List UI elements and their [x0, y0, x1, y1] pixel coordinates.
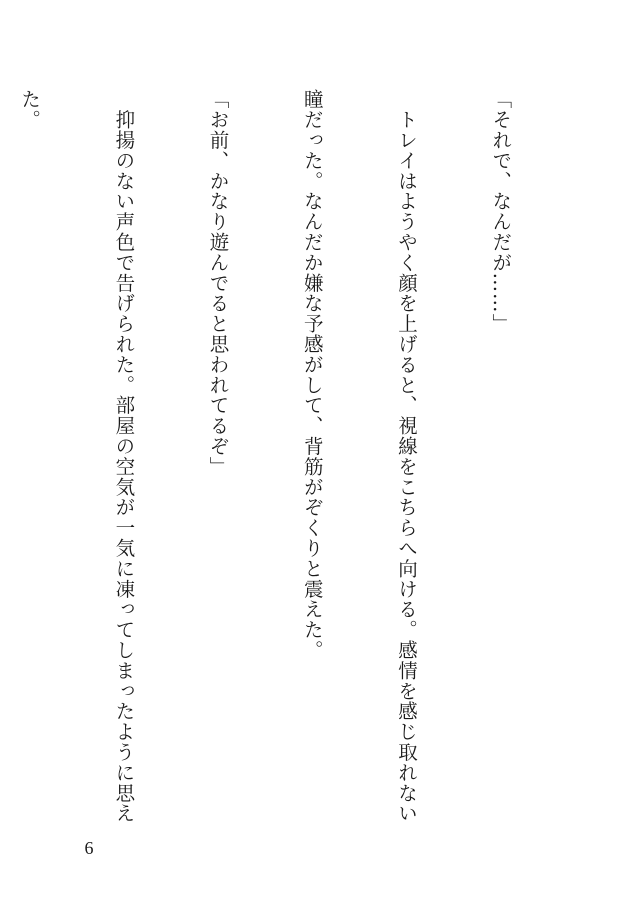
vertical-text-body: [0, 89, 579, 824]
text-line: トレイはようやく顔を上げると、視線をこちらへ向ける。感情を感じ取れない: [394, 89, 418, 824]
text-line: 抑揚のない声色で告げられた。部屋の空気が一気に凍ってしまったように思え: [112, 89, 136, 824]
text-line: た。: [18, 89, 42, 130]
text-line: 瞳だった。なんだか嫌な予感がして、背筋がぞくりと震えた。: [300, 89, 324, 661]
page-number: 6: [84, 838, 94, 858]
text-line: 「それで、なんだが……」: [489, 89, 513, 334]
text-line: 「お前、かなり遊んでると思われてるぞ」: [206, 89, 230, 477]
